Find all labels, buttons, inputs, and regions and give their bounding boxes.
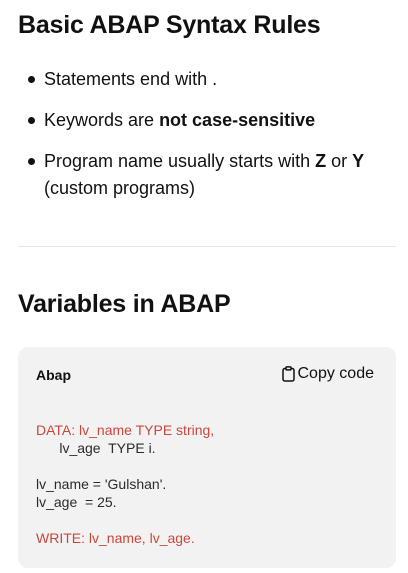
bullet-text: Program name usually starts with (44, 151, 316, 171)
list-item (28, 66, 398, 93)
bullet-bold-text: not case-sensitive (159, 110, 316, 130)
bullet-dot-icon (28, 158, 35, 165)
code-content (36, 421, 214, 547)
bullet-text: Statements end with . (44, 69, 218, 89)
bullet-bold-text: Z (315, 151, 327, 171)
code-line (36, 457, 214, 475)
clipboard-icon (282, 366, 295, 382)
code-line: lv_age = 25. (36, 494, 117, 510)
list-item (28, 148, 398, 202)
code-language-label: Abap (36, 367, 71, 383)
section-title-variables: Variables in ABAP (18, 290, 231, 318)
copy-code-label: Copy code (297, 365, 374, 382)
section-divider (18, 246, 396, 247)
bullet-dot-icon (28, 76, 35, 83)
code-line: WRITE: lv_name, lv_age. (36, 530, 195, 546)
code-line: lv_name = 'Gulshan'. (36, 476, 167, 492)
section-title-syntax-rules: Basic ABAP Syntax Rules (18, 11, 321, 39)
code-line: DATA: lv_name TYPE string, (36, 422, 215, 438)
copy-code-button[interactable] (282, 364, 375, 384)
list-item (28, 107, 398, 134)
code-line (36, 511, 214, 529)
code-line: lv_age TYPE i. (36, 440, 156, 456)
bullet-bold-text: Y (352, 151, 365, 171)
syntax-rules-list (28, 66, 398, 216)
bullet-text: Keywords are (44, 110, 160, 130)
bullet-text: or (326, 151, 353, 171)
bullet-text-continued: (custom programs) (44, 178, 196, 198)
code-block (18, 347, 396, 568)
bullet-dot-icon (28, 117, 35, 124)
